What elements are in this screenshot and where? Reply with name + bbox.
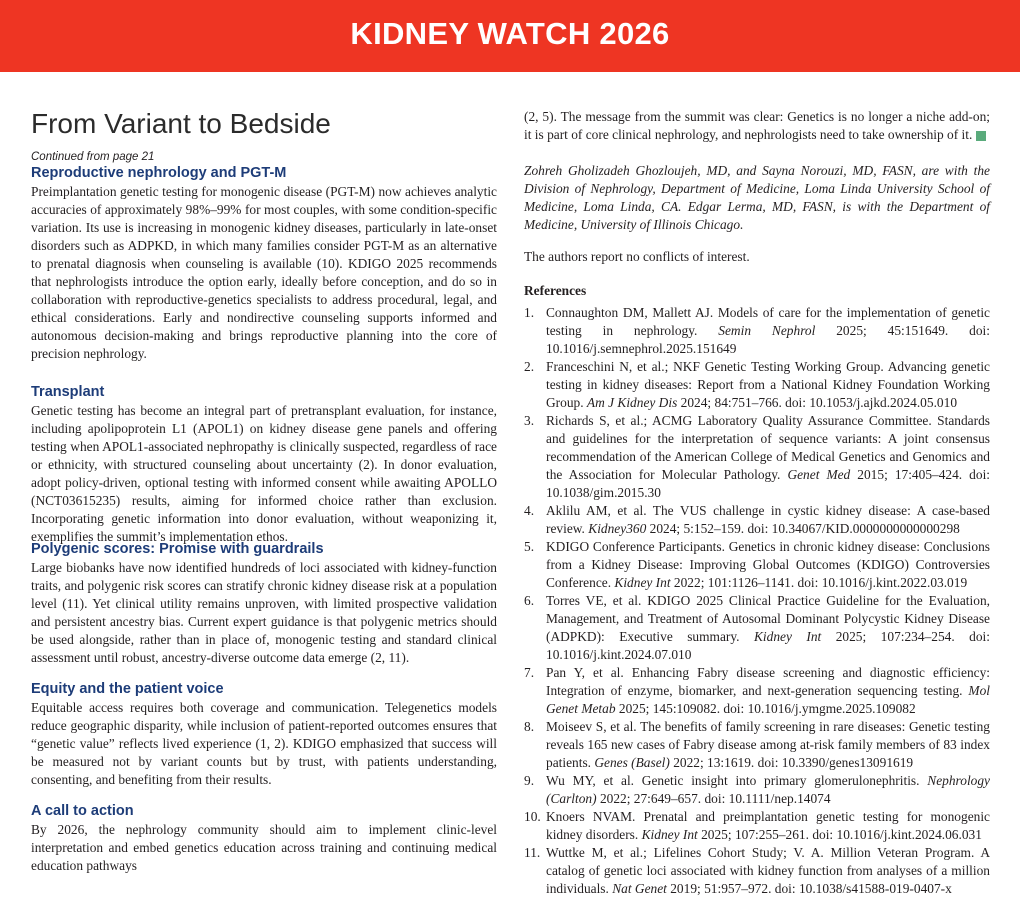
reference-item (524, 304, 990, 358)
reference-number: 5. (524, 539, 535, 554)
author-bio: Zohreh Gholizadeh Ghozloujeh, MD, and Sayna Norouzi, MD, FASN, are with the Division of Nephrology, Department of Medicine, Loma Linda University School of Medicine, Loma Linda, CA. Edgar Lerma, MD, FASN, is with the Department of Medicine, University of Illinois Chicago. (524, 163, 990, 232)
magazine-header (0, 0, 1020, 72)
reference-text: Richards S, et al.; ACMG Laboratory Quality Assurance Committee. Standards and guidelines for the interpretation of sequence variants: A joint consensus recommendation of the American College of Medical Genetics and Genomics and the Association for Molecular Pathology. (546, 413, 990, 482)
reference-journal: Genes (Basel) (594, 755, 670, 770)
reference-details: 2024; 84:751–766. doi: 10.1053/j.ajkd.2024.05.010 (677, 395, 958, 410)
reference-text: Aklilu AM, et al. The VUS challenge in cystic kidney disease: A case-based review. (546, 503, 990, 536)
section-heading: Polygenic scores: Promise with guardrails (31, 541, 324, 557)
reference-details: 2025; 145:109082. doi: 10.1016/j.ymgme.2025.109082 (615, 701, 916, 716)
references-heading: References (524, 283, 587, 298)
reference-number: 2. (524, 359, 535, 374)
reference-journal: Kidney Int (754, 629, 822, 644)
reference-details: 2022; 27:649–657. doi: 10.1111/nep.14074 (596, 791, 831, 806)
reference-item (524, 664, 990, 718)
section-reproductive (31, 165, 497, 363)
reference-item (524, 592, 990, 664)
section-body: Preimplantation genetic testing for monogenic disease (PGT-M) now achieves analytic accuracies of approximately 98%–99% for most couples, with some condition-specific variation. Its use is increasing in monogenic kidney diseases, particularly in late-onset disorders such as ADPKD, in which many families consider PGT-M as an alternative to prenatal diagnosis when counseling is available (10). KDIGO 2025 recommends that nephrologists introduce the option early, ideally before conception, and do so in collaboration with reproductive-genetics specialists to address procedural, legal, and ethical considerations. Early and nondirective counseling supports informed and autonomous decision-making and brings reproductive planning into the core of precision nephrology. (31, 184, 497, 361)
reference-text: Wuttke M, et al.; Lifelines Cohort Study; V. A. Million Veteran Program. A catalog of genetic loci associated with kidney function from analyses of a million individuals. (546, 845, 990, 896)
end-mark-icon (976, 131, 986, 141)
reference-item (524, 502, 990, 538)
reference-details: 2015; 17:405–424. doi: 10.1038/gim.2015.30 (546, 467, 991, 500)
reference-journal: Kidney360 (588, 521, 647, 536)
reference-number: 10. (524, 809, 541, 824)
reference-details: 2025; 107:255–261. doi: 10.1016/j.kint.2024.06.031 (697, 827, 982, 842)
reference-journal: Nat Genet (612, 881, 667, 896)
reference-item (524, 844, 990, 898)
reference-number: 3. (524, 413, 535, 428)
reference-journal: Kidney Int (614, 575, 671, 590)
reference-number: 6. (524, 593, 535, 608)
reference-journal: Nephrology (Carlton) (546, 773, 990, 806)
reference-journal: Kidney Int (641, 827, 698, 842)
reference-item (524, 772, 990, 808)
reference-number: 11. (524, 845, 541, 860)
reference-details: 2022; 101:1126–1141. doi: 10.1016/j.kint.2022.03.019 (670, 575, 968, 590)
reference-item (524, 412, 990, 502)
section-call-to-action (31, 803, 497, 875)
reference-number: 8. (524, 719, 535, 734)
reference-text: Wu MY, et al. Genetic insight into primary glomerulonephritis. (546, 773, 928, 788)
reference-text: Knoers NVAM. Prenatal and preimplantation genetic testing for monogenic kidney disorders. (546, 809, 990, 842)
reference-details: 2024; 5:152–159. doi: 10.34067/KID.0000000000000298 (646, 521, 960, 536)
section-body: Large biobanks have now identified hundreds of loci associated with kidney-function traits, and polygenic risk scores can stratify chronic kidney disease risk at a population level (11). Yet clinical utility remains unproven, with limited prospective validation and persistent ancestry bias. Current expert guidance is that polygenic metrics should be used alongside, rather than in place of, monogenic testing and standard clinical assessment until robust, ancestry-diverse outcome data emerge (2, 11). (31, 560, 497, 665)
reference-item (524, 718, 990, 772)
reference-text: Franceschini N, et al.; NKF Genetic Testing Working Group. Advancing genetic testing in kidney diseases: Report from a National Kidney Foundation Working Group. (546, 359, 990, 410)
section-heading: Transplant (31, 384, 105, 400)
reference-details: 2025; 45:151649. doi: 10.1016/j.semnephrol.2025.151649 (546, 323, 990, 356)
reference-number: 4. (524, 503, 535, 518)
section-transplant (31, 384, 497, 546)
reference-text: Moiseev S, et al. The benefits of family screening in rare diseases: Genetic testing reveals 165 new cases of Fabry disease among at-risk family members of 83 index patients. (546, 719, 990, 770)
reference-item (524, 358, 990, 412)
reference-number: 7. (524, 665, 535, 680)
reference-journal: Mol Genet Metab (546, 683, 990, 716)
section-equity (31, 681, 497, 789)
reference-journal: Genet Med (787, 467, 851, 482)
article-title: From Variant to Bedside (31, 108, 331, 139)
reference-journal: Semin Nephrol (718, 323, 816, 338)
reference-item (524, 538, 990, 592)
conflicts-statement: The authors report no conflicts of interest. (524, 249, 750, 264)
continuation-paragraph (524, 108, 990, 144)
section-polygenic (31, 541, 497, 667)
section-heading: Equity and the patient voice (31, 681, 224, 697)
continued-note: Continued from page 21 (31, 151, 155, 163)
reference-details: 2019; 51:957–972. doi: 10.1038/s41588-019-0407-x (666, 881, 952, 896)
section-heading: Reproductive nephrology and PGT-M (31, 165, 287, 181)
reference-text: Pan Y, et al. Enhancing Fabry disease screening and diagnostic efficiency: Integration of enzyme, biomarker, and next-generation sequencing testing. (546, 665, 990, 698)
section-body: Genetic testing has become an integral part of pretransplant evaluation, for instance, including apolipoprotein L1 (APOL1) on kidney disease gene panels and offering testing when APOL1-associated nephropathy is clinically suspected, regardless of race or ethnicity, with structured counseling about uncertainty (2). In donor evaluation, adopt policy-driven, optional testing with informed consent while awaiting APOLLO (NCT03615235) results, aiming for informed choice rather than exclusion. Incorporating genetic information into donor evaluation, without weaponizing it, exemplifies the summit’s implementation ethos. (31, 403, 497, 544)
reference-text: Torres VE, et al. KDIGO 2025 Clinical Practice Guideline for the Evaluation, Management, and Treatment of Autosomal Dominant Polycystic Kidney Disease (ADPKD): Executive summary. (546, 593, 990, 644)
reference-journal: Am J Kidney Dis (586, 395, 678, 410)
section-heading: A call to action (31, 803, 134, 819)
reference-number: 1. (524, 305, 535, 320)
reference-details: 2022; 13:1619. doi: 10.3390/genes13091619 (669, 755, 914, 770)
section-body: By 2026, the nephrology community should aim to implement clinic-level interpretation and embed genetics education across training and continuing medical education pathways (31, 822, 497, 873)
reference-text: KDIGO Conference Participants. Genetics in chronic kidney disease: Conclusions from a Kidney Disease: Improving Global Outcomes (KDIGO) Controversies Conference. (546, 539, 990, 590)
continuation-text: (2, 5). The message from the summit was clear: Genetics is no longer a niche add-on; it is part of core clinical nephrology, and nephrologists need to take ownership of it. (524, 109, 990, 142)
reference-details: 2025; 107:234–254. doi: 10.1016/j.kint.2024.07.010 (546, 629, 990, 662)
references-list (524, 304, 990, 898)
reference-item (524, 808, 990, 844)
reference-number: 9. (524, 773, 535, 788)
header-title: KIDNEY WATCH 2026 (350, 16, 670, 51)
section-body: Equitable access requires both coverage and communication. Telegenetics models reduce geographic disparity, while inclusion of patient-reported outcomes ensures that “genetic value” reflects lived experience (1, 2). KDIGO emphasized that success will be measured not by variant counts but by trust, with patients understanding, consenting, and benefiting from their results. (31, 700, 497, 787)
reference-text: Connaughton DM, Mallett AJ. Models of care for the implementation of genetic testing in nephrology. (546, 305, 990, 338)
